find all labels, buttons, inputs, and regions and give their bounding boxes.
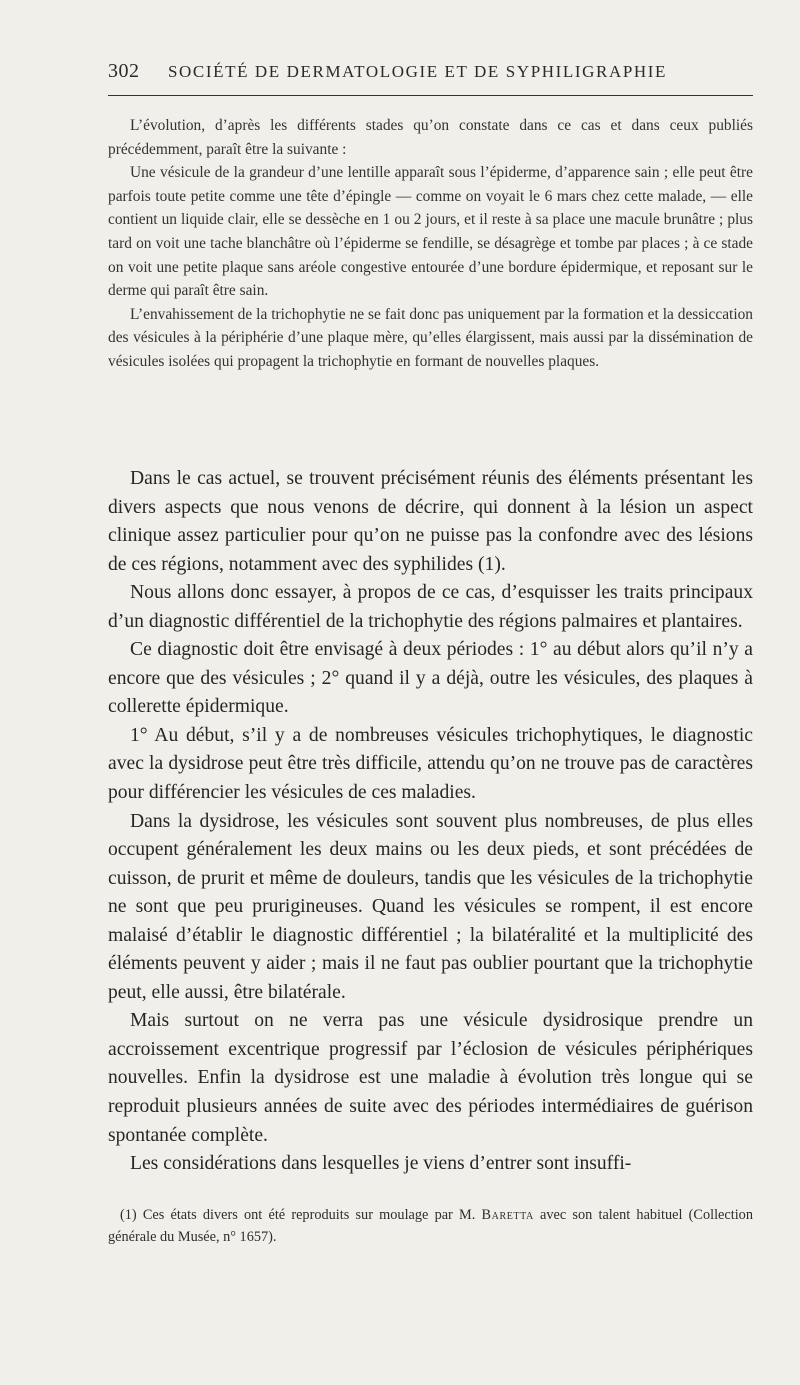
footnote-text xyxy=(108,1204,753,1248)
small-print-section xyxy=(108,114,753,374)
header-rule xyxy=(108,95,753,96)
paragraph: Dans le cas actuel, se trouvent précisément réunis des éléments présentant les divers aspects que nous venons de décrire, qui donnent à la lésion un aspect clinique assez particulier pour qu’on ne puisse pas la confondre avec des lésions de ces régions, notamment avec des syphilides (1). xyxy=(108,468,753,575)
paragraph: Les considérations dans lesquelles je viens d’entrer sont insuffi- xyxy=(130,1153,632,1175)
footnote-author: Baretta xyxy=(481,1207,534,1223)
page-number: 302 xyxy=(108,60,140,82)
footnote xyxy=(108,1204,753,1248)
paragraph: 1° Au début, s’il y a de nombreuses vésicules trichophytiques, le diagnostic avec la dysidrose peut être très difficile, attendu qu’on ne trouve pas de caractères pour différencier les vésicules de ces maladies. xyxy=(108,724,753,804)
footnote-text-end: avec son talent habituel (Collection générale du Musée, n° 1657). xyxy=(108,1207,753,1245)
running-title: SOCIÉTÉ DE DERMATOLOGIE ET DE SYPHILIGRAPHIE xyxy=(168,62,668,81)
paragraph: Une vésicule de la grandeur d’une lentille apparaît sous l’épiderme, d’apparence sain ; elle peut être parfois toute petite comme une tête d’épingle — comme on voyait le 6 mars chez cette malade, — elle contient un liquide clair, elle se dessèche en 1 ou 2 jours, et il reste à sa place une macule brunâtre ; plus tard on voit une tache blanchâtre où l’épiderme se fendille, se désagrège et tombe par places ; à ce stade on voit une petite plaque sans aréole congestive entourée d’une bordure épidermique, et reposant sur le derme qui paraît être sain. xyxy=(108,164,753,300)
paragraph: Nous allons donc essayer, à propos de ce cas, d’esquisser les traits principaux d’un diagnostic différentiel de la trichophytie des régions palmaires et plantaires. xyxy=(108,582,753,632)
paragraph: L’envahissement de la trichophytie ne se fait donc pas uniquement par la formation et la dessiccation des vésicules à la périphérie d’une plaque mère, qu’elles élargissent, mais aussi par la dissémination de vésicules isolées qui propagent la trichophytie en formant de nouvelles plaques. xyxy=(108,305,753,370)
paragraph: Dans la dysidrose, les vésicules sont souvent plus nombreuses, de plus elles occupent généralement les deux mains ou les deux pieds, et sont précédées de cuisson, de prurit et même de douleurs, tandis que les vésicules de la trichophytie ne sont que peu prurigineuses. Quand les vésicules se rompent, il est encore malaisé d’établir le diagnostic différentiel ; la bilatéralité et la multiplicité des éléments peuvent y aider ; mais il ne faut pas oublier pourtant que la trichophytie peut, elle aussi, être bilatérale. xyxy=(108,810,753,1003)
page-header xyxy=(108,60,753,90)
footnote-text-start: (1) Ces états divers ont été reproduits sur moulage par M. xyxy=(120,1207,482,1223)
paragraph: L’évolution, d’après les différents stades qu’on constate dans ce cas et dans ceux publiés précédemment, paraît être la suivante : xyxy=(108,117,753,158)
paragraph: Ce diagnostic doit être envisagé à deux périodes : 1° au début alors qu’il n’y a encore que des vésicules ; 2° quand il y a déjà, outre les vésicules, des plaques à collerette épidermique. xyxy=(108,639,753,718)
main-text-section xyxy=(108,465,753,1179)
paragraph: Mais surtout on ne verra pas une vésicule dysidrosique prendre un accroissement excentrique progressif par l’éclosion de vésicules périphériques nouvelles. Enfin la dysidrose est une maladie à évolution très longue qui se reproduit plusieurs années de suite avec des périodes intermédiaires de guérison spontanée complète. xyxy=(108,1010,753,1146)
